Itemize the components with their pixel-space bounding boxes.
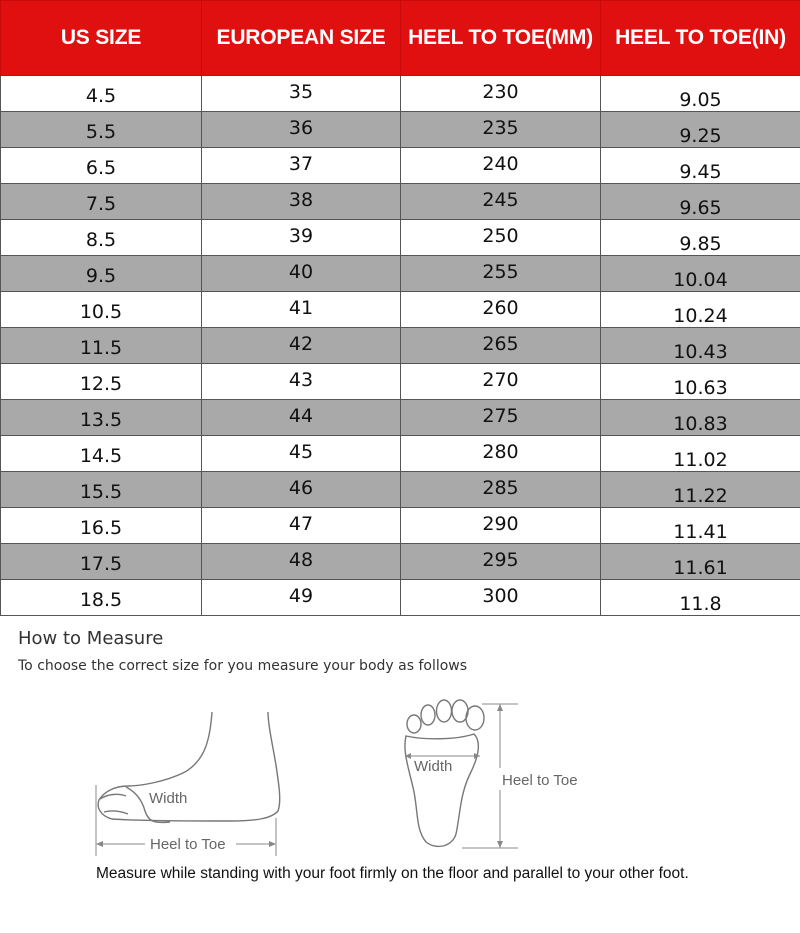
us-size-cell xyxy=(1,292,202,328)
heel-to-toe-mm-cell xyxy=(401,184,601,220)
heel-to-toe-in-cell-value: 10.63 xyxy=(673,376,728,399)
heel-to-toe-mm-cell-value: 260 xyxy=(482,296,519,319)
heel-to-toe-in-cell-value: 10.83 xyxy=(673,412,728,435)
heel-to-toe-in-cell-value: 9.85 xyxy=(679,232,722,255)
top-width-label: Width xyxy=(414,758,453,775)
us-size-cell xyxy=(1,112,202,148)
heel-to-toe-in-cell xyxy=(601,328,800,364)
us-size-cell xyxy=(1,256,202,292)
us-size-cell-value: 14.5 xyxy=(79,444,123,467)
us-size-cell xyxy=(1,364,202,400)
european-size-cell xyxy=(202,112,401,148)
european-size-cell xyxy=(202,580,401,616)
european-size-cell-value: 42 xyxy=(288,332,314,355)
side-view-foot-icon xyxy=(98,712,280,823)
heel-to-toe-mm-cell xyxy=(401,112,601,148)
european-size-cell-value: 45 xyxy=(288,440,314,463)
heel-to-toe-mm-cell-value: 295 xyxy=(482,548,519,571)
us-size-cell-value: 12.5 xyxy=(79,372,123,395)
heel-to-toe-mm-cell xyxy=(401,292,601,328)
us-size-cell xyxy=(1,580,202,616)
european-size-cell-value: 37 xyxy=(288,152,314,175)
header-european-size: EUROPEAN SIZE xyxy=(202,1,401,76)
heel-to-toe-mm-cell xyxy=(401,76,601,112)
heel-to-toe-in-cell-value: 9.25 xyxy=(679,124,722,147)
side-width-label: Width xyxy=(149,790,188,807)
how-to-measure-title: How to Measure xyxy=(18,628,164,649)
heel-to-toe-in-cell xyxy=(601,148,800,184)
heel-to-toe-mm-cell xyxy=(401,328,601,364)
table-row xyxy=(1,220,800,256)
european-size-cell-value: 44 xyxy=(288,404,314,427)
table-row xyxy=(1,436,800,472)
table-row xyxy=(1,580,800,616)
us-size-cell xyxy=(1,508,202,544)
table-header-row xyxy=(1,1,800,76)
us-size-cell-value: 15.5 xyxy=(79,480,123,503)
heel-to-toe-mm-cell-value: 245 xyxy=(482,188,519,211)
heel-to-toe-in-cell xyxy=(601,580,800,616)
heel-to-toe-mm-cell-value: 285 xyxy=(482,476,519,499)
us-size-cell xyxy=(1,148,202,184)
european-size-cell-value: 35 xyxy=(288,80,314,103)
european-size-cell-value: 40 xyxy=(288,260,314,283)
table-row xyxy=(1,184,800,220)
us-size-cell xyxy=(1,328,202,364)
table-row xyxy=(1,292,800,328)
side-length-label: Heel to Toe xyxy=(150,836,226,853)
heel-to-toe-in-cell-value: 11.22 xyxy=(673,484,728,507)
heel-to-toe-mm-cell xyxy=(401,508,601,544)
us-size-cell-value: 13.5 xyxy=(79,408,123,431)
heel-to-toe-in-cell-value: 9.45 xyxy=(679,160,722,183)
heel-to-toe-mm-cell-value: 255 xyxy=(482,260,519,283)
heel-to-toe-in-cell-value: 11.61 xyxy=(673,556,728,579)
table-row xyxy=(1,400,800,436)
heel-to-toe-in-cell-value: 11.41 xyxy=(673,520,728,543)
heel-to-toe-mm-cell-value: 250 xyxy=(482,224,519,247)
heel-to-toe-in-cell xyxy=(601,508,800,544)
heel-to-toe-in-cell xyxy=(601,544,800,580)
us-size-cell-value: 8.5 xyxy=(85,228,117,251)
how-to-measure-subtitle: To choose the correct size for you measure your body as follows xyxy=(18,658,468,674)
heel-to-toe-in-cell xyxy=(601,364,800,400)
european-size-cell xyxy=(202,508,401,544)
us-size-cell-value: 4.5 xyxy=(85,84,117,107)
heel-to-toe-in-cell xyxy=(601,220,800,256)
us-size-cell-value: 5.5 xyxy=(85,120,117,143)
heel-to-toe-mm-cell xyxy=(401,220,601,256)
heel-to-toe-mm-cell-value: 230 xyxy=(482,80,519,103)
us-size-cell-value: 9.5 xyxy=(85,264,117,287)
heel-to-toe-in-cell xyxy=(601,436,800,472)
us-size-cell-value: 16.5 xyxy=(79,516,123,539)
heel-to-toe-mm-cell xyxy=(401,580,601,616)
heel-to-toe-in-cell xyxy=(601,292,800,328)
table-row xyxy=(1,256,800,292)
table-body xyxy=(1,76,800,616)
heel-to-toe-in-cell xyxy=(601,472,800,508)
us-size-cell-value: 18.5 xyxy=(79,588,123,611)
top-length-arrowhead-down xyxy=(497,841,503,848)
heel-to-toe-mm-cell-value: 300 xyxy=(482,584,519,607)
european-size-cell-value: 38 xyxy=(288,188,314,211)
heel-to-toe-in-cell-value: 9.05 xyxy=(679,88,722,111)
european-size-cell-value: 48 xyxy=(288,548,314,571)
heel-to-toe-in-cell-value: 10.04 xyxy=(673,268,728,291)
top-length-arrowhead-up xyxy=(497,704,503,711)
european-size-cell-value: 47 xyxy=(288,512,314,535)
heel-to-toe-in-cell-value: 10.24 xyxy=(673,304,728,327)
table-row xyxy=(1,328,800,364)
heel-to-toe-mm-cell xyxy=(401,436,601,472)
us-size-cell xyxy=(1,400,202,436)
us-size-cell xyxy=(1,220,202,256)
heel-to-toe-mm-cell-value: 240 xyxy=(482,152,519,175)
heel-to-toe-in-cell-value: 9.65 xyxy=(679,196,722,219)
heel-to-toe-mm-cell-value: 290 xyxy=(482,512,519,535)
us-size-cell xyxy=(1,472,202,508)
european-size-cell xyxy=(202,472,401,508)
european-size-cell-value: 43 xyxy=(288,368,314,391)
heel-to-toe-in-cell-value: 11.02 xyxy=(673,448,728,471)
european-size-cell xyxy=(202,292,401,328)
us-size-cell-value: 17.5 xyxy=(79,552,123,575)
table-row xyxy=(1,112,800,148)
heel-to-toe-mm-cell-value: 280 xyxy=(482,440,519,463)
us-size-cell-value: 11.5 xyxy=(79,336,123,359)
us-size-cell-value: 7.5 xyxy=(85,192,117,215)
european-size-cell xyxy=(202,184,401,220)
us-size-cell xyxy=(1,184,202,220)
side-length-arrowhead-left xyxy=(96,841,103,847)
table-row xyxy=(1,544,800,580)
european-size-cell-value: 41 xyxy=(288,296,314,319)
european-size-cell xyxy=(202,364,401,400)
table-row xyxy=(1,472,800,508)
foot-measure-illustration xyxy=(0,690,800,860)
european-size-cell-value: 46 xyxy=(288,476,314,499)
heel-to-toe-mm-cell xyxy=(401,256,601,292)
european-size-cell xyxy=(202,544,401,580)
us-size-cell xyxy=(1,76,202,112)
header-heel-to-toe-mm: HEEL TO TOE(MM) xyxy=(401,1,601,76)
table-row xyxy=(1,508,800,544)
heel-to-toe-mm-cell xyxy=(401,472,601,508)
heel-to-toe-in-cell xyxy=(601,256,800,292)
heel-to-toe-mm-cell xyxy=(401,148,601,184)
heel-to-toe-in-cell xyxy=(601,400,800,436)
table-row xyxy=(1,148,800,184)
european-size-cell xyxy=(202,400,401,436)
european-size-cell xyxy=(202,148,401,184)
table-row xyxy=(1,76,800,112)
heel-to-toe-mm-cell-value: 235 xyxy=(482,116,519,139)
us-size-cell xyxy=(1,436,202,472)
heel-to-toe-mm-cell xyxy=(401,544,601,580)
european-size-cell-value: 36 xyxy=(288,116,314,139)
european-size-cell xyxy=(202,328,401,364)
heel-to-toe-in-cell xyxy=(601,76,800,112)
european-size-cell xyxy=(202,256,401,292)
heel-to-toe-mm-cell-value: 265 xyxy=(482,332,519,355)
measure-instruction-note: Measure while standing with your foot firmly on the floor and parallel to your other foot. xyxy=(96,865,689,882)
side-length-arrowhead-right xyxy=(269,841,276,847)
heel-to-toe-mm-cell-value: 270 xyxy=(482,368,519,391)
heel-to-toe-in-cell xyxy=(601,184,800,220)
european-size-cell-value: 49 xyxy=(288,584,314,607)
us-size-cell-value: 10.5 xyxy=(79,300,123,323)
heel-to-toe-in-cell xyxy=(601,112,800,148)
heel-to-toe-mm-cell-value: 275 xyxy=(482,404,519,427)
european-size-cell xyxy=(202,76,401,112)
header-us-size: US SIZE xyxy=(1,1,202,76)
header-heel-to-toe-in: HEEL TO TOE(IN) xyxy=(601,1,800,76)
european-size-cell xyxy=(202,436,401,472)
european-size-cell xyxy=(202,220,401,256)
us-size-cell-value: 6.5 xyxy=(85,156,117,179)
top-length-label: Heel to Toe xyxy=(502,772,578,789)
us-size-cell xyxy=(1,544,202,580)
heel-to-toe-in-cell-value: 11.8 xyxy=(679,592,722,615)
table-row xyxy=(1,364,800,400)
heel-to-toe-mm-cell xyxy=(401,400,601,436)
heel-to-toe-mm-cell xyxy=(401,364,601,400)
heel-to-toe-in-cell-value: 10.43 xyxy=(673,340,728,363)
european-size-cell-value: 39 xyxy=(288,224,314,247)
